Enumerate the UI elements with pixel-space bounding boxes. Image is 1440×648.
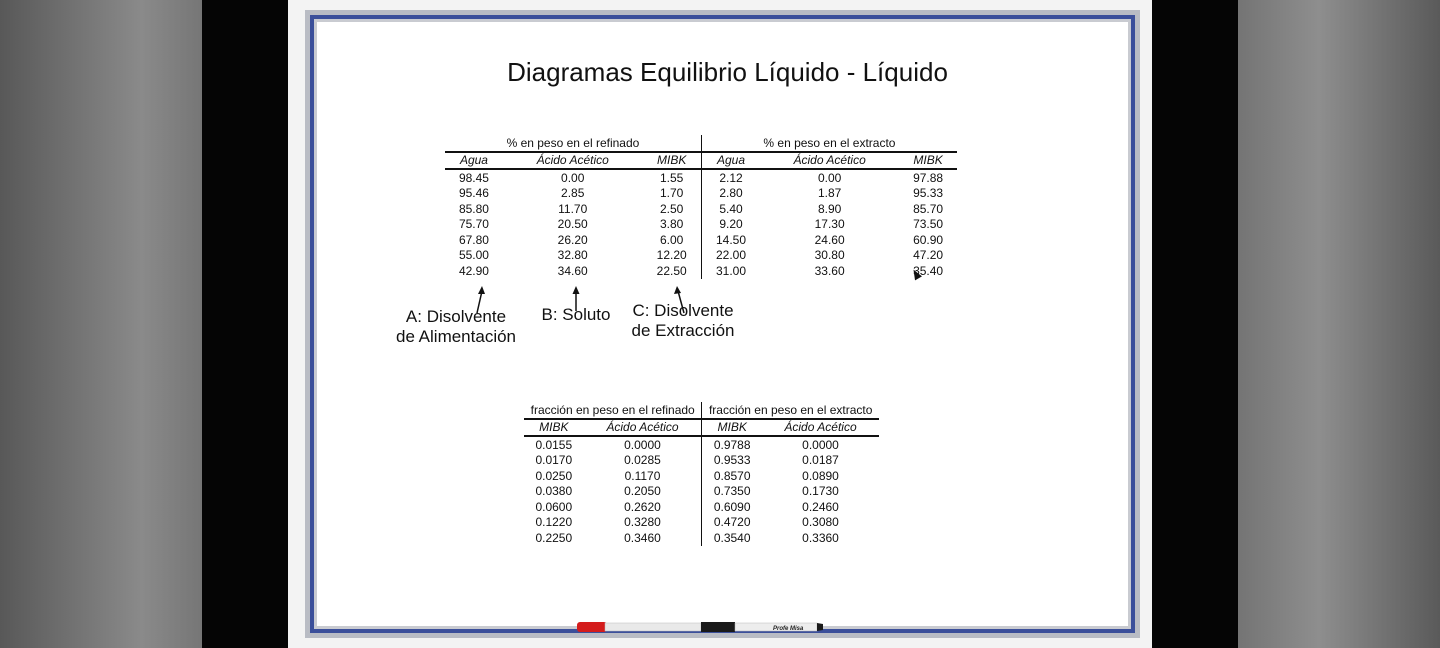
table-cell: 0.0600 bbox=[535, 499, 573, 514]
table-cell: 55.00 bbox=[458, 248, 489, 263]
extracto-group-header: % en peso en el extracto bbox=[701, 135, 957, 152]
table-cell: 60.90 bbox=[913, 232, 944, 247]
whiteboard-frame bbox=[305, 10, 1140, 638]
table-cell: 75.70 bbox=[458, 217, 489, 232]
table-cell: 98.45 bbox=[458, 170, 489, 185]
column-header: MIBK bbox=[524, 419, 584, 437]
table-cell: 22.50 bbox=[656, 263, 687, 278]
table-cell: 12.20 bbox=[656, 248, 687, 263]
table-cell: 31.00 bbox=[701, 263, 760, 279]
left-letterbox bbox=[202, 0, 288, 648]
table-row bbox=[445, 263, 957, 279]
table-cell: 30.80 bbox=[814, 248, 845, 263]
column-header: MIBK bbox=[642, 152, 701, 170]
table-cell: 95.33 bbox=[913, 186, 944, 201]
table-cell: 5.40 bbox=[701, 201, 760, 217]
column-header: Ácido Acético bbox=[503, 152, 642, 170]
table-cell: 2.12 bbox=[701, 169, 760, 186]
table-cell: 0.00 bbox=[817, 170, 842, 185]
table-cell: 2.50 bbox=[659, 201, 684, 216]
table-cell: 20.50 bbox=[557, 217, 588, 232]
table-cell: 17.30 bbox=[814, 217, 845, 232]
table-cell: 2.85 bbox=[561, 186, 585, 201]
marker-cap bbox=[577, 622, 607, 632]
table-cell: 24.60 bbox=[814, 232, 845, 247]
table-cell: 0.0380 bbox=[535, 484, 573, 499]
table-cell: 0.1730 bbox=[802, 484, 839, 499]
table-cell: 0.0250 bbox=[535, 468, 573, 483]
table-cell: 33.60 bbox=[814, 263, 845, 278]
equilibrium-percent-table bbox=[445, 135, 957, 279]
label-c bbox=[628, 301, 738, 341]
table-row bbox=[445, 217, 957, 233]
table-cell: 0.2460 bbox=[802, 499, 839, 514]
column-header: MIBK bbox=[899, 152, 957, 170]
label-a bbox=[386, 307, 526, 347]
table-cell: 73.50 bbox=[913, 217, 944, 232]
table-cell: 1.70 bbox=[659, 186, 684, 201]
table-cell: 6.00 bbox=[659, 232, 684, 247]
marker-band bbox=[701, 622, 735, 632]
table-row bbox=[445, 186, 957, 202]
table-cell: 0.0187 bbox=[802, 453, 839, 468]
table-cell: 0.9788 bbox=[702, 436, 762, 453]
table-row bbox=[445, 169, 957, 186]
label-c-line1: C: Disolvente bbox=[632, 301, 734, 320]
column-header: Agua bbox=[445, 152, 503, 170]
left-background bbox=[0, 0, 202, 648]
table-row bbox=[445, 232, 957, 248]
table-row bbox=[524, 530, 879, 546]
marker-brand: Profe Misa bbox=[773, 626, 804, 632]
label-a-line1: A: Disolvente bbox=[405, 307, 507, 326]
table-cell: 47.20 bbox=[913, 248, 944, 263]
table-cell: 0.3280 bbox=[624, 515, 661, 530]
table-cell: 26.20 bbox=[557, 232, 588, 247]
table-cell: 0.3460 bbox=[624, 530, 661, 545]
whiteboard bbox=[322, 27, 1123, 632]
column-header: Ácido Acético bbox=[760, 152, 899, 170]
label-a-line2: de Alimentación bbox=[395, 327, 517, 346]
table-cell: 0.2050 bbox=[624, 484, 661, 499]
table-cell: 0.3080 bbox=[802, 515, 839, 530]
equilibrium-fraction-table bbox=[524, 402, 879, 546]
table-body bbox=[445, 169, 957, 279]
table-cell: 0.7350 bbox=[702, 484, 762, 500]
table-cell: 22.00 bbox=[701, 248, 760, 264]
table-cell: 3.80 bbox=[659, 217, 684, 232]
page-title: Diagramas Equilibrio Líquido - Líquido bbox=[507, 57, 948, 87]
refinado-group-header: % en peso en el refinado bbox=[506, 135, 640, 150]
table-row bbox=[524, 515, 879, 531]
table-row bbox=[524, 468, 879, 484]
table-cell: 0.4720 bbox=[702, 515, 762, 531]
label-b: B: Soluto bbox=[541, 305, 611, 324]
column-header: MIBK bbox=[702, 419, 762, 437]
table-cell: 42.90 bbox=[458, 263, 489, 278]
table-cell: 0.0000 bbox=[624, 437, 661, 452]
table-cell: 35.40 bbox=[913, 263, 944, 278]
column-header: Agua bbox=[701, 152, 760, 170]
table-cell: 32.80 bbox=[557, 248, 588, 263]
table-cell: 2.80 bbox=[701, 186, 760, 202]
table-row bbox=[445, 248, 957, 264]
table-cell: 0.8570 bbox=[702, 468, 762, 484]
table-cell: 8.90 bbox=[817, 201, 842, 216]
table-cell: 0.9533 bbox=[702, 453, 762, 469]
refinado-group-header: fracción en peso en el refinado bbox=[530, 402, 695, 417]
right-background bbox=[1238, 0, 1440, 648]
table-cell: 0.2620 bbox=[624, 499, 661, 514]
table-row bbox=[524, 499, 879, 515]
table-cell: 0.2250 bbox=[535, 530, 573, 545]
table-cell: 0.0170 bbox=[535, 453, 573, 468]
table-cell: 0.1170 bbox=[624, 468, 661, 483]
table-row bbox=[524, 484, 879, 500]
table-row bbox=[445, 201, 957, 217]
table-cell: 0.3360 bbox=[802, 530, 839, 545]
table-cell: 97.88 bbox=[913, 170, 944, 185]
table-cell: 0.6090 bbox=[702, 499, 762, 515]
table-cell: 11.70 bbox=[558, 201, 588, 216]
table-cell: 0.3540 bbox=[702, 530, 762, 546]
table-cell: 14.50 bbox=[701, 232, 760, 248]
extracto-group-header: fracción en peso en el extracto bbox=[702, 402, 879, 419]
table-cell: 0.0285 bbox=[624, 453, 661, 468]
table-row bbox=[524, 453, 879, 469]
table-cell: 0.0890 bbox=[802, 468, 839, 483]
table-body bbox=[524, 436, 879, 546]
right-letterbox bbox=[1152, 0, 1238, 648]
column-header: Ácido Acético bbox=[584, 419, 702, 437]
table-row bbox=[524, 436, 879, 453]
table-cell: 0.0000 bbox=[802, 437, 839, 452]
whiteboard-marker-icon bbox=[577, 620, 829, 634]
table-cell: 0.00 bbox=[561, 170, 585, 185]
table-cell: 85.80 bbox=[458, 201, 489, 216]
table-cell: 67.80 bbox=[458, 232, 489, 247]
table-cell: 34.60 bbox=[557, 263, 588, 278]
table-cell: 1.87 bbox=[817, 186, 842, 201]
table-cell: 95.46 bbox=[458, 186, 489, 201]
table-cell: 9.20 bbox=[701, 217, 760, 233]
table-cell: 0.0155 bbox=[535, 437, 573, 452]
column-header: Ácido Acético bbox=[762, 419, 879, 437]
table-cell: 1.55 bbox=[659, 170, 684, 185]
table-cell: 85.70 bbox=[913, 201, 944, 216]
table-cell: 0.1220 bbox=[535, 515, 573, 530]
label-c-line2: de Extracción bbox=[631, 321, 735, 340]
